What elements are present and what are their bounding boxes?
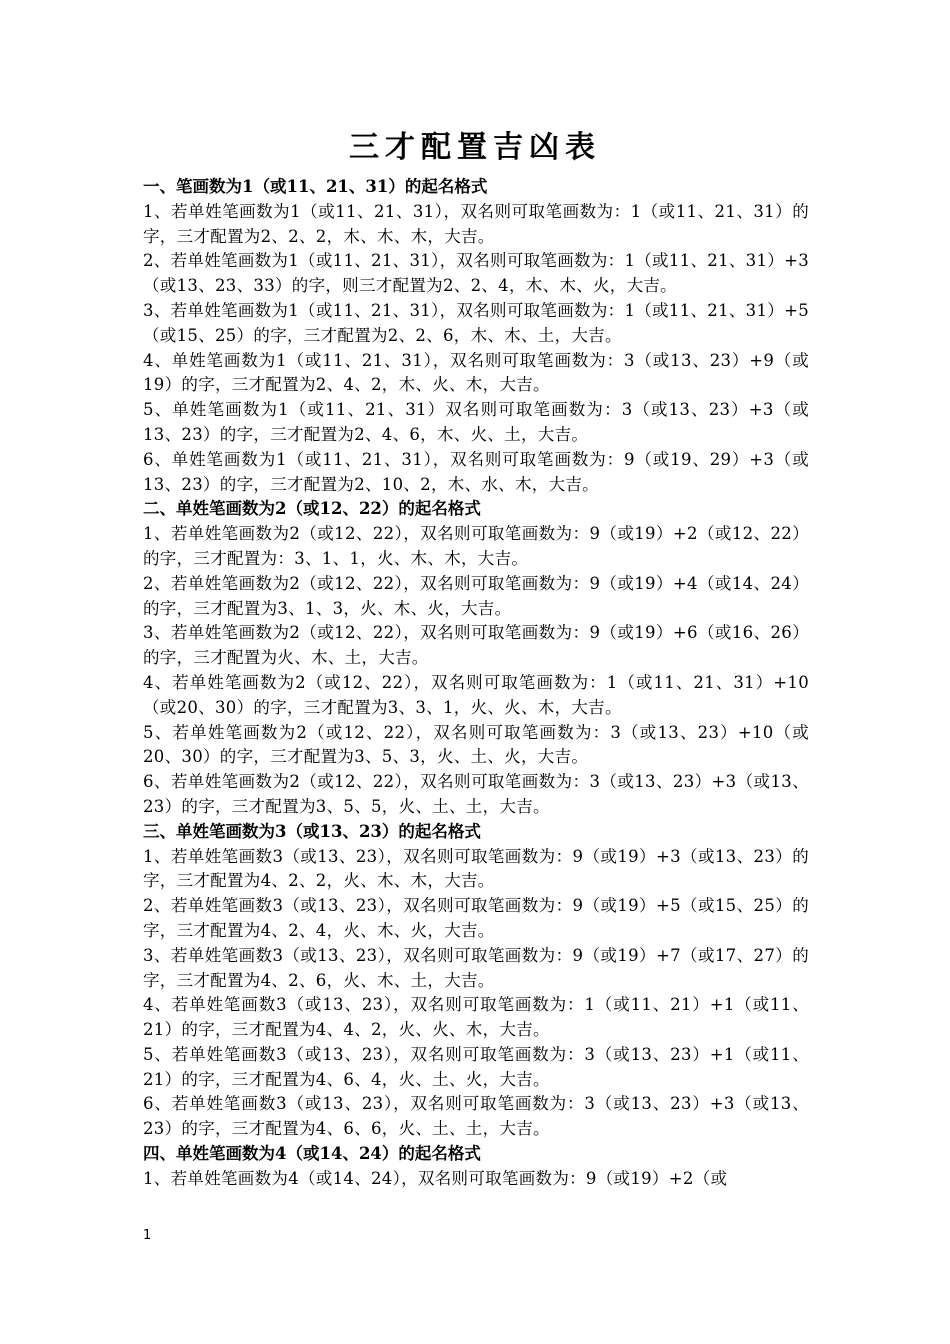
page-number: 1: [143, 1228, 152, 1243]
list-item: 1、若单姓笔画数为2（或12、22），双名则可取笔画数为：9（或19）+2（或12、22）的字，三才配置为：3、1、1，火、木、木，大吉。: [143, 524, 809, 568]
list-item: 4、若单姓笔画数3（或13、23），双名则可取笔画数为：1（或11、21）+1（或11、21）的字，三才配置为4、4、2，火、火、木，大吉。: [143, 995, 809, 1040]
list-item: 6、若单姓笔画数为2（或12、22），双名则可取笔画数为：3（或13、23）+3（或13、23）的字，三才配置为3、5、5，火、土、土，大吉。: [143, 772, 809, 816]
section-4: [143, 1142, 809, 1192]
list-item: 3、若单姓笔画数为2（或12、22），双名则可取笔画数为：9（或19）+6（或16、26）的字，三才配置为火、木、土，大吉。: [143, 623, 809, 668]
list-item: 1、若单姓笔画数为4（或14、24），双名则可取笔画数为：9（或19）+2（或: [143, 1168, 728, 1188]
list-item: 1、若单姓笔画数3（或13、23），双名则可取笔画数为：9（或19）+3（或13、23）的字，三才配置为4、2、2，火、木、木，大吉。: [143, 846, 809, 891]
list-item: 2、若单姓笔画数为1（或11、21、31），双名则可取笔画数为：1（或11、21、31）+3（或13、23、33）的字，则三才配置为2、2、4，木、木、火，大吉。: [143, 251, 809, 296]
section-heading: 二、单姓笔画数为2（或12、22）的起名格式: [143, 499, 481, 519]
section-heading: 四、单姓笔画数为4（或14、24）的起名格式: [143, 1144, 481, 1164]
document-body: [143, 175, 809, 1192]
list-item: 3、若单姓笔画数为1（或11、21、31），双名则可取笔画数为：1（或11、21、31）+5（或15、25）的字，三才配置为2、2、6，木、木、土，大吉。: [143, 300, 809, 345]
list-item: 4、单姓笔画数为1（或11、21、31），双名则可取笔画数为：3（或13、23）+9（或19）的字，三才配置为2、4、2，木、火、木，大吉。: [143, 350, 809, 395]
section-heading: 三、单姓笔画数为3（或13、23）的起名格式: [143, 821, 481, 841]
section-1: [143, 175, 809, 497]
list-item: 2、若单姓笔画数为2（或12、22），双名则可取笔画数为：9（或19）+4（或14、24）的字，三才配置为3、1、3，火、木、火，大吉。: [143, 573, 809, 618]
section-3: [143, 820, 809, 1142]
list-item: 5、单姓笔画数为1（或11、21、31）双名则可取笔画数为：3（或13、23）+3（或13、23）的字，三才配置为2、4、6，木、火、土，大吉。: [143, 400, 809, 444]
list-item: 2、若单姓笔画数3（或13、23），双名则可取笔画数为：9（或19）+5（或15、25）的字，三才配置为4、2、4，火、木、火，大吉。: [143, 896, 809, 940]
section-heading: 一、笔画数为1（或11、21、31）的起名格式: [143, 177, 488, 196]
list-item: 4、若单姓笔画数为2（或12、22），双名则可取笔画数为：1（或11、21、31）+10（或20、30）的字，三才配置为3、3、1，火、火、木，大吉。: [143, 672, 809, 717]
section-2: [143, 497, 809, 819]
page-title: 三才配置吉凶表: [349, 130, 601, 165]
list-item: 6、若单姓笔画数3（或13、23），双名则可取笔画数为：3（或13、23）+3（或13、23）的字，三才配置为4、6、6，火、土、土，大吉。: [143, 1094, 809, 1139]
list-item: 5、若单姓笔画数3（或13、23），双名则可取笔画数为：3（或13、23）+1（或11、21）的字，三才配置为4、6、4，火、土、火，大吉。: [143, 1044, 809, 1089]
list-item: 3、若单姓笔画数3（或13、23），双名则可取笔画数为：9（或19）+7（或17、27）的字，三才配置为4、2、6，火、木、土，大吉。: [143, 945, 809, 990]
list-item: 5、若单姓笔画数为2（或12、22），双名则可取笔画数为：3（或13、23）+10（或20、30）的字，三才配置为3、5、3，火、土、火，大吉。: [143, 722, 809, 767]
list-item: 6、单姓笔画数为1（或11、21、31），双名则可取笔画数为：9（或19、29）+3（或13、23）的字，三才配置为2、10、2，木、水、木，大吉。: [143, 449, 809, 494]
list-item: 1、若单姓笔画数为1（或11、21、31），双名则可取笔画数为：1（或11、21、31）的字，三才配置为2、2、2，木、木、木，大吉。: [143, 201, 809, 246]
